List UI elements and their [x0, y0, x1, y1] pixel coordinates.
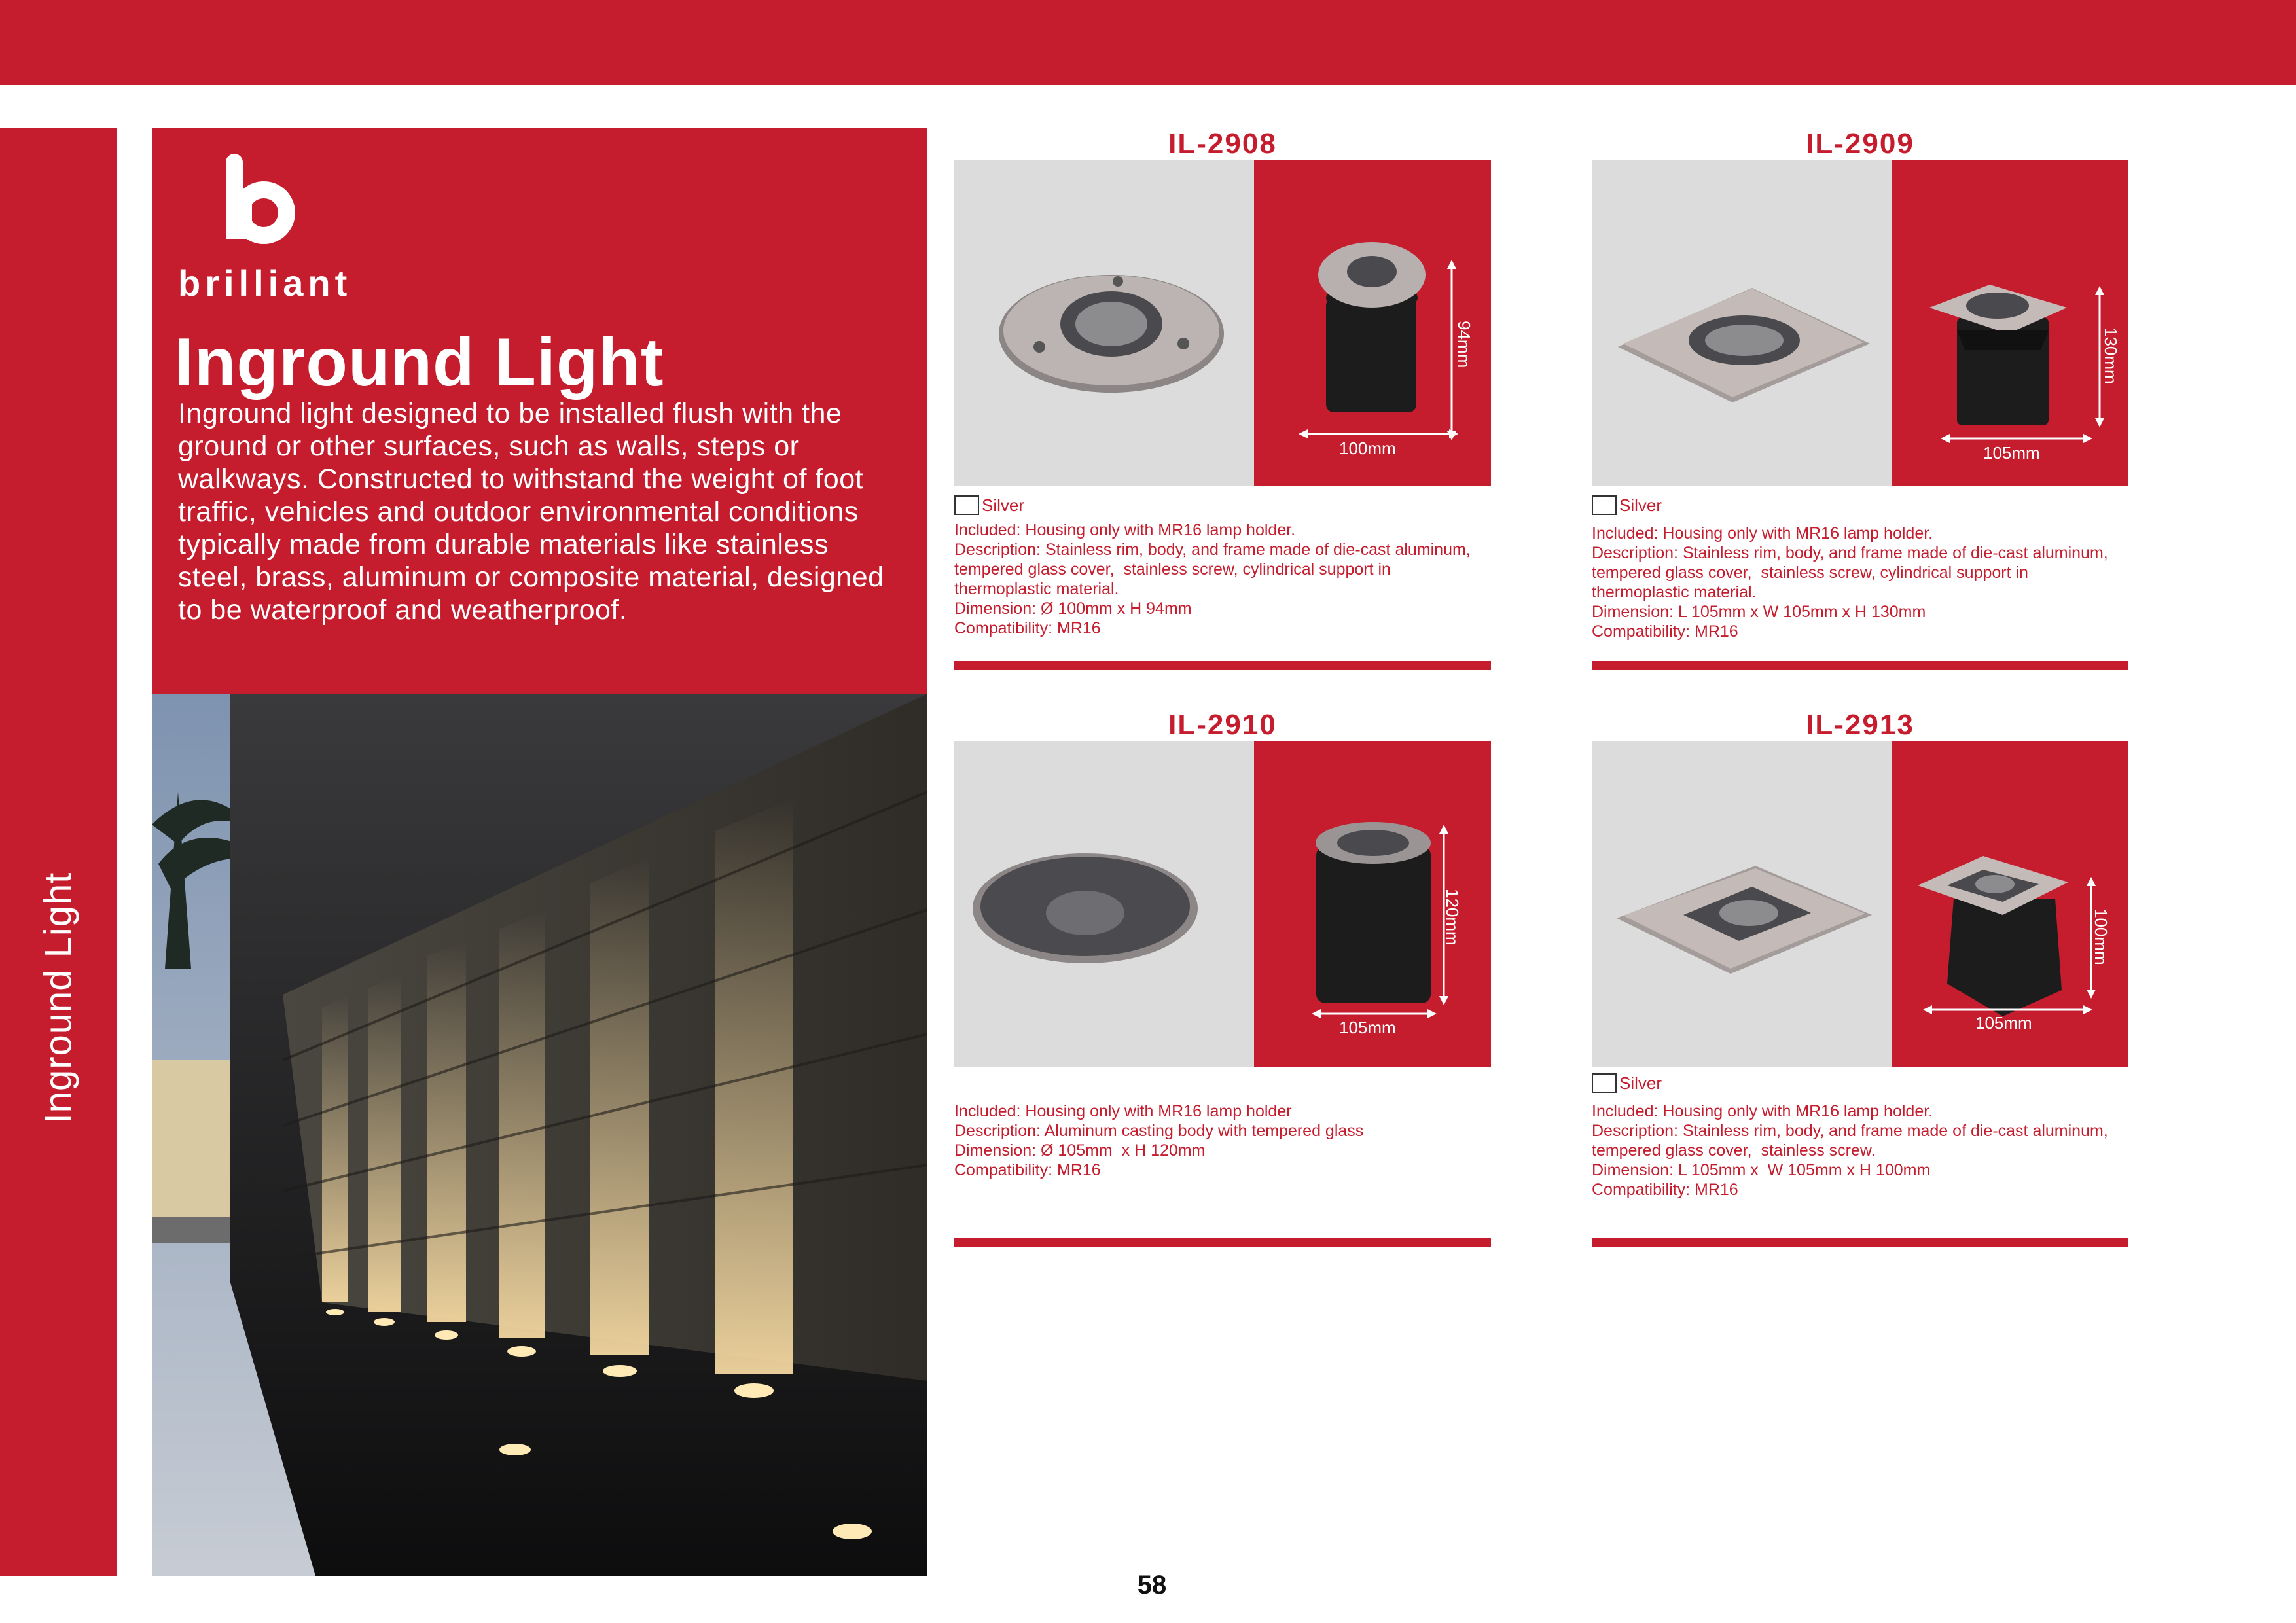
spec-included: Included: Housing only with MR16 lamp holder [954, 1102, 1292, 1120]
product-side-view [1892, 160, 2128, 486]
card-divider-bar [1592, 1238, 2128, 1247]
dimension-height-label: 94mm [1454, 321, 1474, 368]
finish-label: Silver [1619, 495, 1662, 515]
round-lamp-top-icon [954, 160, 1254, 486]
page-number: 58 [1137, 1571, 1167, 1599]
spec-compatibility: Compatibility: MR16 [1592, 622, 1738, 641]
dimension-height-label: 100mm [2091, 908, 2111, 965]
spec-compatibility: Compatibility: MR16 [954, 1161, 1101, 1179]
product-top-view [954, 160, 1254, 486]
side-tab-label: Inground Light [37, 872, 80, 1124]
round-lamp-top-icon [954, 741, 1254, 1067]
dimension-height-label: 130mm [2101, 327, 2121, 384]
hero-panel [152, 128, 927, 694]
page-title: Inground Light [175, 325, 664, 401]
product-code: IL-2910 [1168, 709, 1277, 741]
product-card-il-2908 [954, 128, 1491, 677]
card-divider-bar [1592, 661, 2128, 670]
finish-swatch[interactable] [1592, 495, 1617, 515]
product-card-il-2909 [1592, 128, 2128, 677]
installation-photo [152, 694, 927, 1576]
product-specs [954, 520, 1491, 638]
square-lamp-top-icon [1592, 160, 1892, 486]
card-divider-bar [954, 661, 1491, 670]
product-top-view [954, 741, 1254, 1067]
finish-option[interactable] [1592, 1072, 1662, 1094]
product-code: IL-2913 [1806, 709, 1914, 741]
finish-label: Silver [982, 495, 1025, 515]
finish-option[interactable] [954, 494, 1024, 516]
product-code: IL-2908 [1168, 128, 1277, 160]
product-specs [1592, 1101, 2128, 1200]
finish-swatch[interactable] [1592, 1073, 1617, 1093]
hero-description: Inground light designed to be installed flush with the ground or other surfaces, such as walls, steps or walkways. Constructed to withstand the weight of foot traffic, vehicles and outdoor environmental conditions typically made from durable materials like stainless steel, brass, aluminum or composite material, designed to be waterproof and weatherproof. [178, 398, 884, 626]
dimension-width-label: 105mm [1339, 1018, 1396, 1037]
spec-dimension: Dimension: L 105mm x W 105mm x H 130mm [1592, 603, 1926, 621]
product-side-view [1254, 160, 1491, 486]
spec-compatibility: Compatibility: MR16 [1592, 1181, 1738, 1199]
top-banner-bar [0, 0, 2296, 85]
product-top-view [1592, 160, 1892, 486]
spec-description: Description: Aluminum casting body with tempered glass [954, 1122, 1364, 1140]
side-section-tab [0, 128, 117, 1576]
product-specs [1592, 524, 2128, 641]
spec-included: Included: Housing only with MR16 lamp holder. [1592, 1102, 1933, 1120]
spec-description: Description: Stainless rim, body, and frame made of die-cast aluminum, tempered glass cover, stainless screw, cylindrical support in thermoplastic material. [954, 541, 1475, 598]
spec-dimension: Dimension: Ø 105mm x H 120mm [954, 1141, 1206, 1160]
brand-logo-icon [221, 154, 306, 252]
finish-option[interactable] [1592, 494, 1662, 516]
product-top-view [1592, 741, 1892, 1067]
card-divider-bar [954, 1238, 1491, 1247]
spec-description: Description: Stainless rim, body, and frame made of die-cast aluminum, tempered glass cover, stainless screw, cylindrical support in thermoplastic material. [1592, 544, 2113, 601]
dimension-width-label: 105mm [1975, 1013, 2032, 1033]
product-side-view [1892, 741, 2128, 1067]
finish-label: Silver [1619, 1073, 1662, 1093]
square-lamp-top-icon [1592, 741, 1892, 1067]
spec-included: Included: Housing only with MR16 lamp holder. [1592, 524, 1933, 543]
spec-dimension: Dimension: Ø 100mm x H 94mm [954, 599, 1192, 618]
product-card-il-2910 [954, 709, 1491, 1258]
square-lamp-side-icon [1892, 160, 2128, 486]
dimension-width-label: 100mm [1339, 438, 1396, 458]
dimension-height-label: 120mm [1443, 889, 1462, 946]
spec-compatibility: Compatibility: MR16 [954, 619, 1101, 637]
product-card-il-2913 [1592, 709, 2128, 1258]
product-specs [954, 1101, 1491, 1180]
dimension-width-label: 105mm [1983, 443, 2040, 463]
spec-dimension: Dimension: L 105mm x W 105mm x H 100mm [1592, 1161, 1931, 1179]
spec-description: Description: Stainless rim, body, and frame made of die-cast aluminum, tempered glass cover, stainless screw. [1592, 1122, 2113, 1160]
product-code: IL-2909 [1806, 128, 1914, 160]
spec-included: Included: Housing only with MR16 lamp holder. [954, 521, 1296, 539]
finish-swatch[interactable] [954, 495, 979, 515]
brand-name: brilliant [178, 262, 352, 304]
product-side-view [1254, 741, 1491, 1067]
